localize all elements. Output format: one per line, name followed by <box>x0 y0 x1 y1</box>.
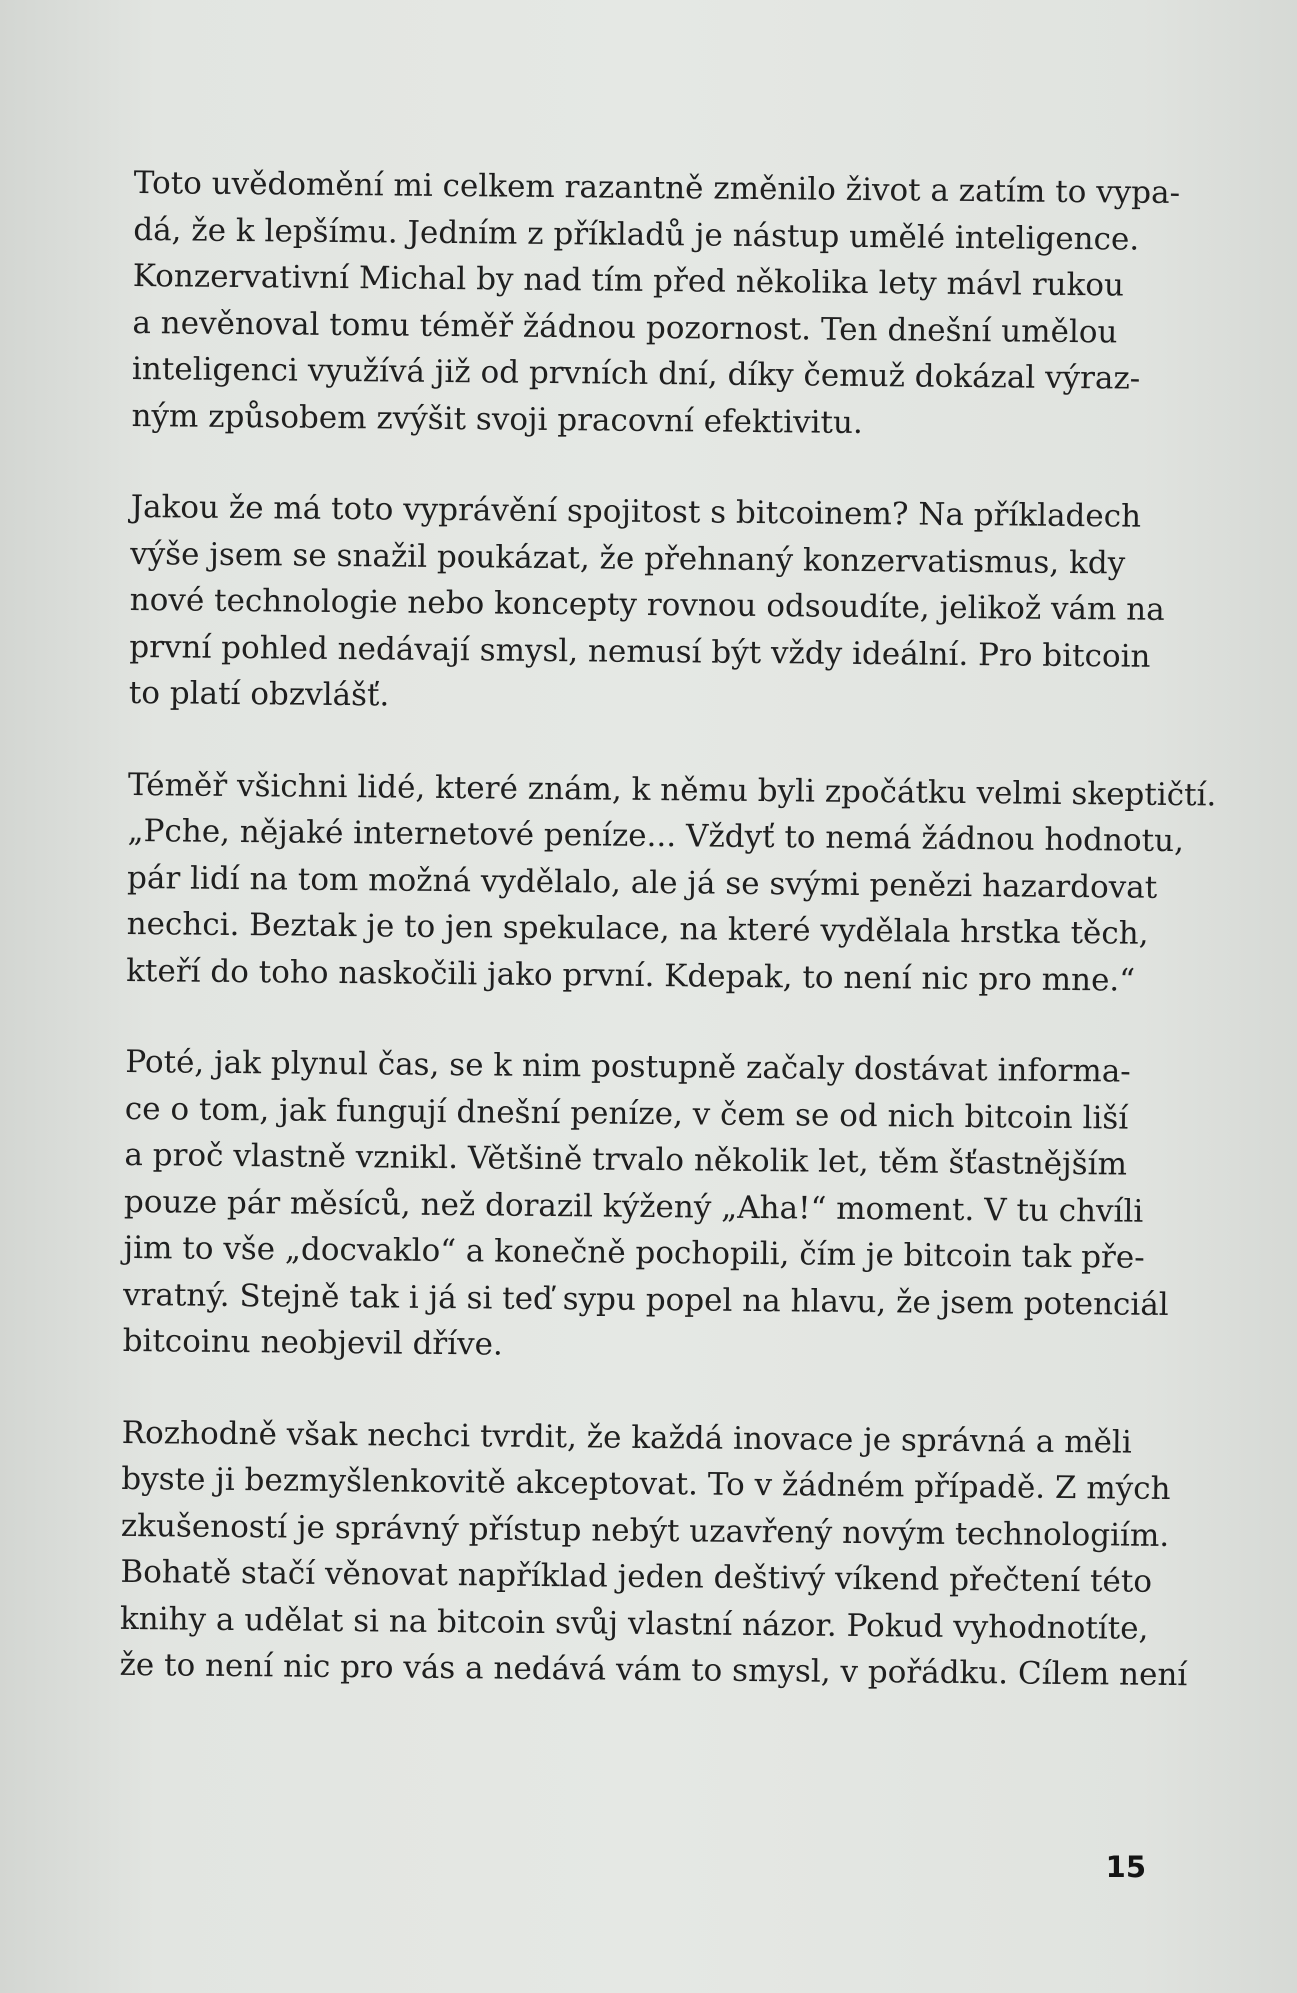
text-line: pár lidí na tom možná vydělalo, ale já se svými penězi hazardovat <box>126 859 1158 906</box>
text-line: Toto uvědomění mi celkem razantně změnilo život a zatím to vypa- <box>133 164 1181 212</box>
text-line: nové technologie nebo koncepty rovnou odsoudíte, jelikož vám na <box>129 581 1165 628</box>
text-line: byste ji bezmyšlenkovitě akceptovat. To v žádném případě. Z mých <box>121 1460 1171 1508</box>
text-line: Konzervativní Michal by nad tím před několika lety mávl rukou <box>132 257 1125 304</box>
body-text <box>119 160 1217 1698</box>
text-line: Téměř všichni lidé, které znám, k němu byli zpočátku velmi skeptičtí. <box>127 766 1217 813</box>
paragraph-5 <box>119 1409 1188 1698</box>
text-line: kteří do toho naskočili jako první. Kdepak, to není nic pro mne.“ <box>126 952 1136 999</box>
paragraph-1 <box>131 160 1181 449</box>
text-line: vratný. Stejně tak i já si teď sypu popel na hlavu, že jsem potenciál <box>122 1276 1169 1323</box>
text-line: první pohled nedávají smysl, nemusí být vždy ideální. Pro bitcoin <box>129 628 1151 675</box>
paragraph-3 <box>126 761 1217 1003</box>
text-line: nechci. Beztak je to jen spekulace, na které vydělala hrstka těch, <box>126 905 1149 952</box>
text-line: Poté, jak plynul čas, se k nim postupně začaly dostávat informa- <box>125 1043 1131 1090</box>
page-number: 15 <box>1105 1850 1146 1884</box>
text-line: výše jsem se snažil poukázat, že přehnaný konzervatismus, kdy <box>130 535 1126 582</box>
text-line: zkušeností je správný přístup nebýt uzavřený novým technologiím. <box>120 1507 1170 1554</box>
text-line: „Pche, nějaké internetové peníze... Vždyť to nemá žádnou hodnotu, <box>127 812 1185 860</box>
text-line: to platí obzvlášť. <box>128 674 390 714</box>
paragraph-2 <box>129 484 1171 726</box>
text-line: Rozhodně však nechci tvrdit, že každá inovace je správná a měli <box>121 1414 1132 1461</box>
text-line: ným způsobem zvýšit svoji pracovní efektivitu. <box>131 397 863 441</box>
text-line: že to není nic pro vás a nedává vám to smysl, v pořádku. Cílem není <box>119 1646 1188 1694</box>
text-line: dá, že k lepšímu. Jedním z příkladů je nástup umělé inteligence. <box>133 211 1140 258</box>
text-line: inteligenci využívá již od prvních dní, díky čemuž dokázal výraz- <box>131 350 1141 397</box>
text-line: Bohatě stačí věnovat například jeden deštivý víkend přečtení této <box>120 1553 1153 1600</box>
text-line: a proč vlastně vznikl. Většině trvalo několik let, těm šťastnějším <box>124 1136 1128 1183</box>
text-line: pouze pár měsíců, než dorazil kýžený „Aha!“ moment. V tu chvíli <box>123 1183 1144 1230</box>
text-line: bitcoinu neobjevil dříve. <box>122 1322 504 1363</box>
paragraph-4 <box>122 1039 1169 1374</box>
text-line: knihy a udělat si na bitcoin svůj vlastní názor. Pokud vyhodnotíte, <box>119 1600 1149 1647</box>
text-line: Jakou že má toto vyprávění spojitost s bitcoinem? Na příkladech <box>130 488 1142 535</box>
text-line: jim to vše „docvaklo“ a konečně pochopili, čím je bitcoin tak pře- <box>123 1229 1145 1276</box>
text-line: ce o tom, jak fungují dnešní peníze, v čem se od nich bitcoin liší <box>124 1090 1129 1137</box>
text-line: a nevěnoval tomu téměř žádnou pozornost. Ten dnešní umělou <box>132 304 1118 350</box>
